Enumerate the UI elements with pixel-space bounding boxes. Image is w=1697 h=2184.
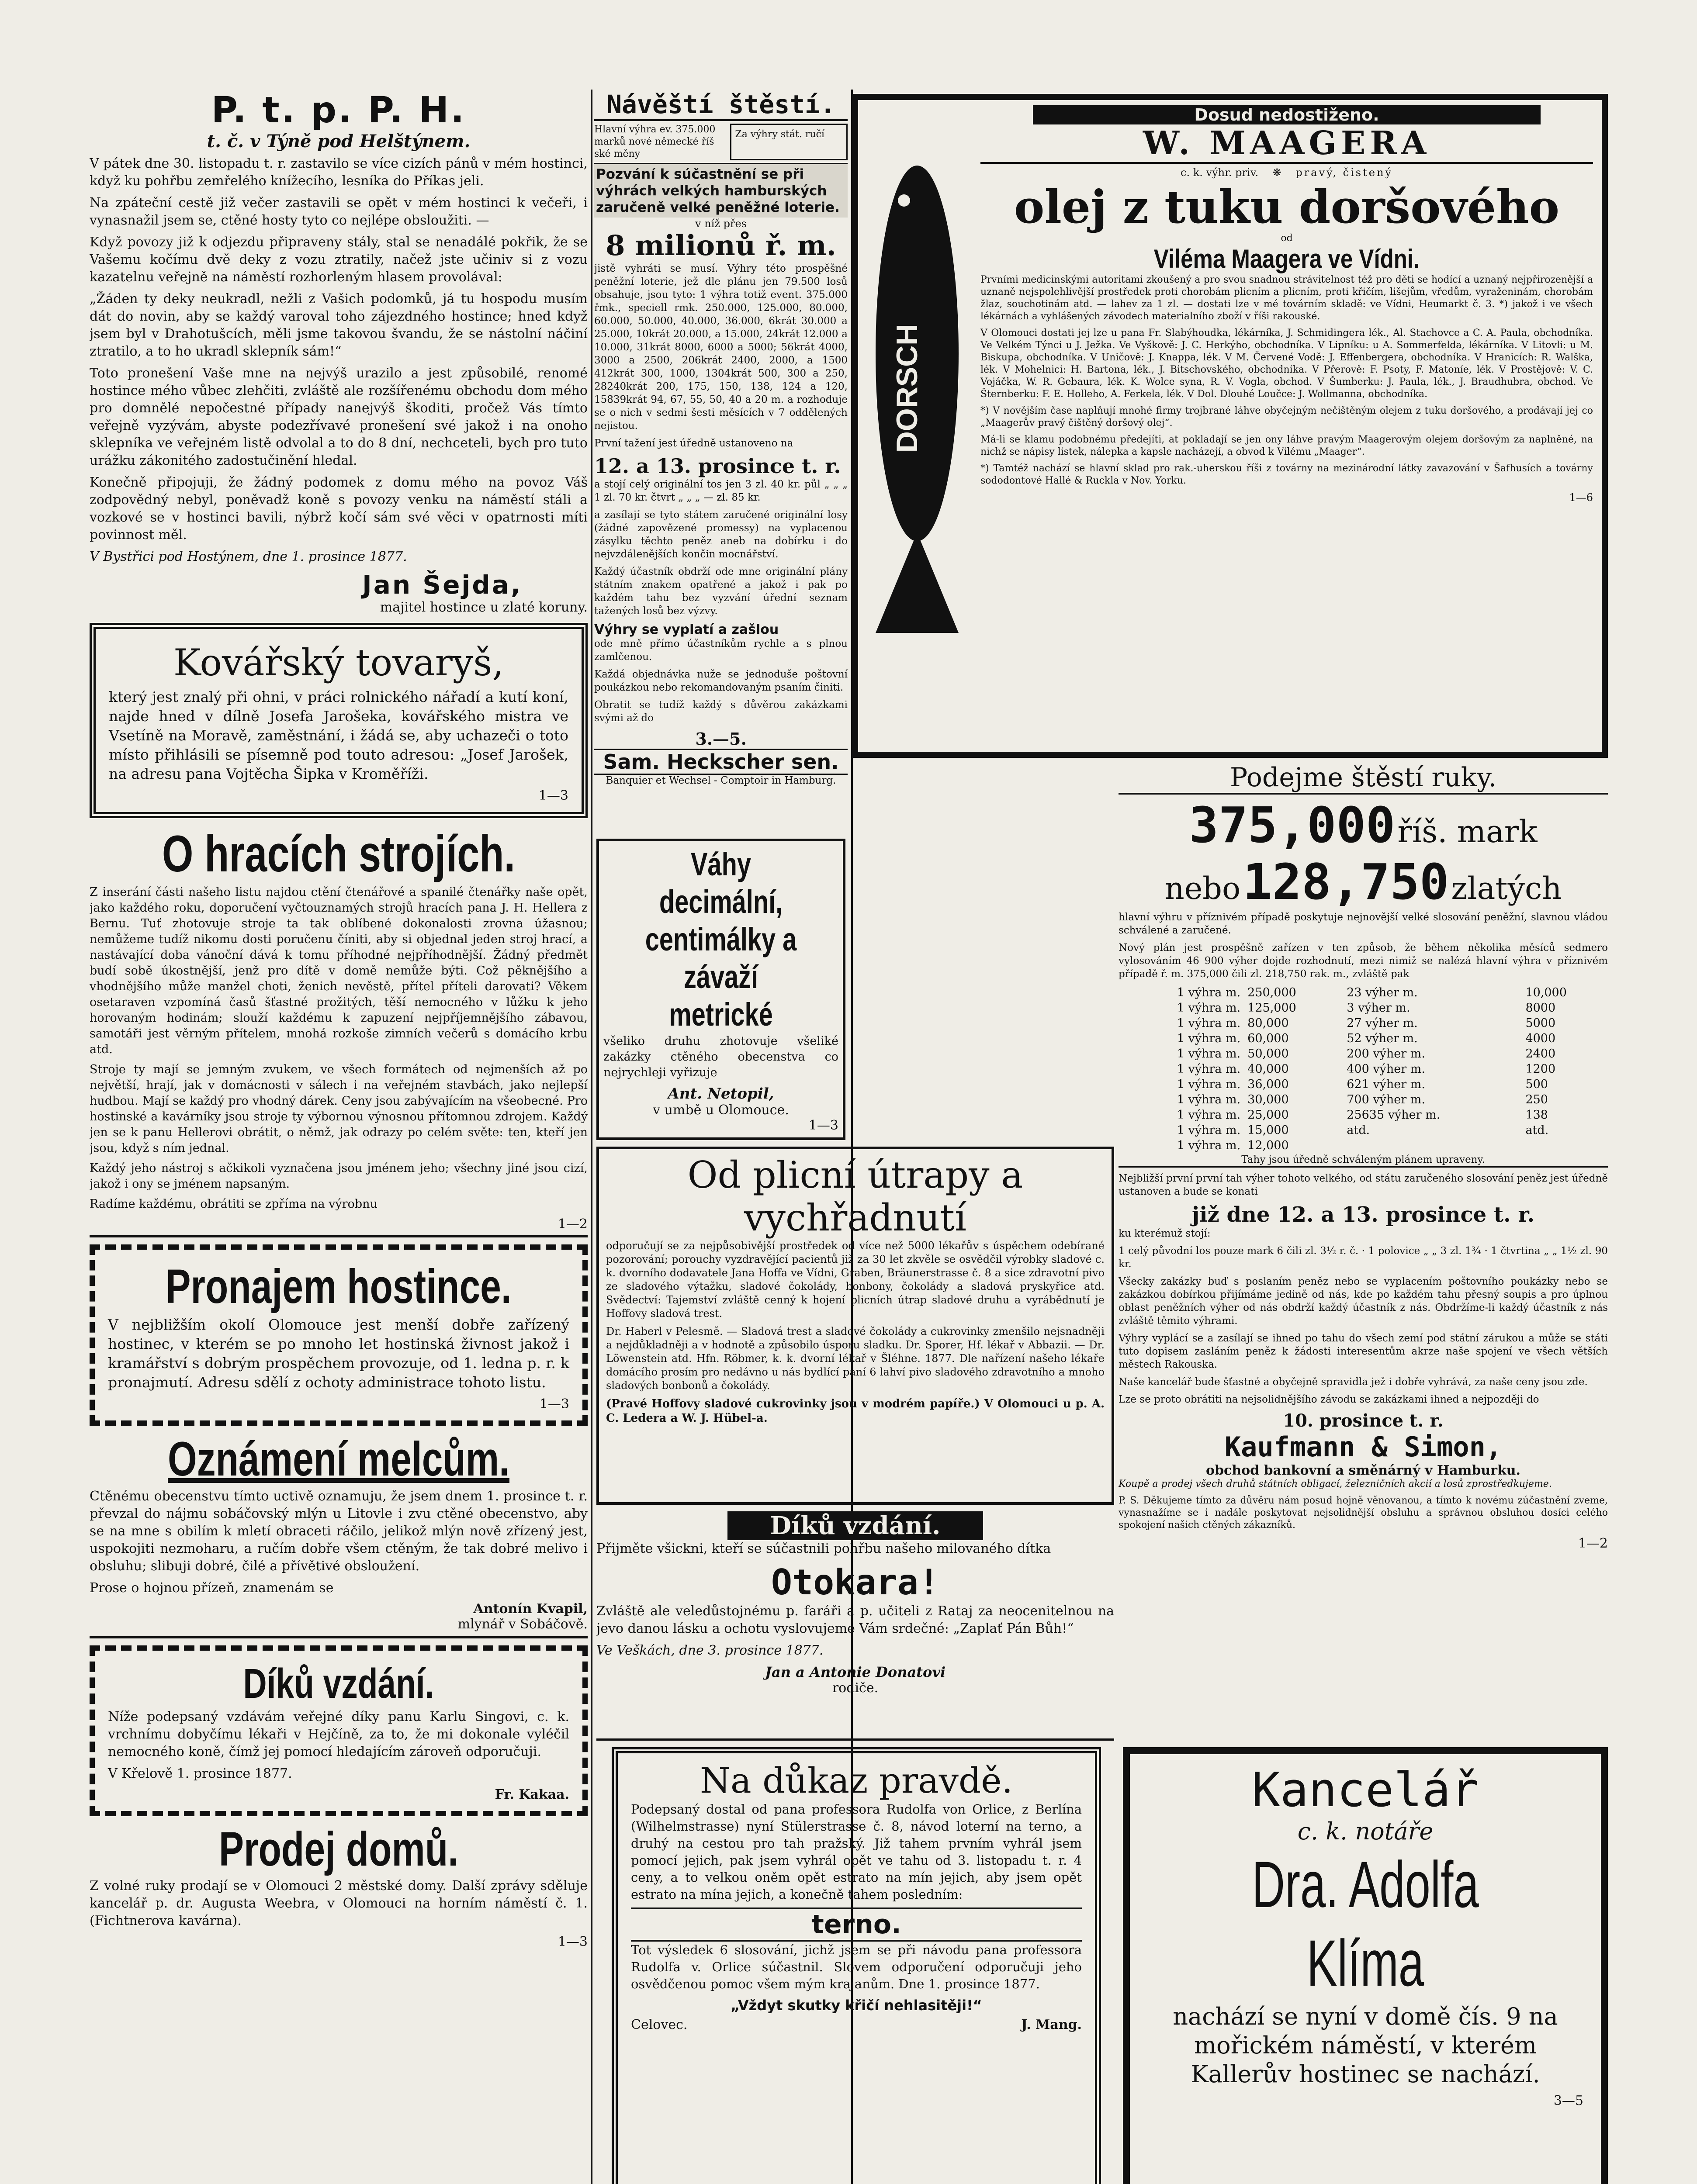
ad-text: Výhry vyplácí se a zasílají se ihned po tahu do všech zemí pod státní zárukou a může se státi tuto dopisem zasláním peněz k žádosti interesentům akrze naše spojení ve všech větších městech Rakouska. (1119, 1333, 1608, 1370)
prize-cell: 60,000 (1247, 1032, 1289, 1045)
prize-cell: 52 výher m. (1347, 1032, 1418, 1045)
prize-cell: 50,000 (1247, 1047, 1289, 1061)
notice-heading: P. t. p. P. H. (211, 90, 466, 131)
ad-text: Tahy jsou úředně schváleným plánem upraveny. (1119, 1153, 1608, 1168)
prize-cell (1343, 1138, 1522, 1153)
ad-text: *) V novějším čase naplňují mnohé firmy trojbrané láhve obyčejným nečištěným olejem z tuku doršového, a prodávají jej co „Maagerův pravý čištěný doršový olej“. (980, 405, 1593, 429)
ad-title: Na důkaz pravdě. (700, 1760, 1013, 1801)
ad-title: Díků vzdání. (727, 1511, 983, 1540)
prize-row (1119, 985, 1608, 1000)
prize-cell: 30,000 (1247, 1093, 1289, 1106)
privilege-line: c. k. výhr. priv. (1181, 166, 1259, 179)
ad-text: všeliko druhu zhotovuje všeliké zakázky ctěného obecenstva co nejrychleji vyřizuje (603, 1034, 838, 1079)
prize-cell: 1 výhra m. (1177, 1001, 1241, 1015)
ad-kancelar (1123, 1747, 1608, 2184)
signature-place: v umbě u Olomouce. (653, 1102, 789, 1118)
prize-cell: 400 výher m. (1347, 1062, 1425, 1076)
lottery-text: jistě vyhráti se musí. Výhry této prospěšné peněžní loterie, jež dle plánu jen 79.500 losů obsahuje, jsou tyto: 1 výhra totiž event. 375.000 řmk., speciell rmk. 250.000, 125.000, 80.000, 60.000, 50.000, 40.000, 36.000, 6krát 30.000 a 25.000, 10krát 20.000, a 15.000, 24krát 12.000 a 10.000, 31krát 8000, 6000 a 5000; 56krát 4000, 3000 a 2500, 206krát 2400, 2000, a 1500 412krát 300, 1000, 1304krát 500, 300 a 250, 28240krát 200, 175, 150, 138, 124 a 120, 15839krát 94, 67, 55, 50, 40 a 20 m. a rozhoduje se o nich v sedmi šesti měsících v 7 oddělených nejistou. (594, 263, 848, 432)
prize-cell: 12,000 (1247, 1139, 1289, 1152)
ad-text: Prose o hojnou přízeň, znamenám se (90, 1580, 334, 1596)
lottery-text: a zasílají se tyto státem zaručené originální losy (žádné zapovězené promessy) na vyplacenou zásylku těchto peněz aneb na dobírku i do nejvzdálenějších končin mocnářství. (594, 509, 848, 560)
signature-role: rodiče. (832, 1680, 879, 1696)
signature: Kaufmann & Simon, (1224, 1431, 1502, 1463)
prize-cell: 125,000 (1247, 1001, 1296, 1015)
prize-cell: 138 (1525, 1108, 1548, 1122)
paragraph: V pátek dne 30. listopadu t. r. zastavilo se více cizích pánů v mém hostinci, když ku pohřbu zemřelého knížecího, lesníka do Příkas jeli. (90, 156, 588, 189)
prize-cell: 621 výher m. (1347, 1078, 1425, 1091)
lottery-text: Obratit se tudíž každý s důvěrou zakázkami svými až do (594, 699, 848, 724)
unit-gulden: zlatých (1451, 871, 1562, 906)
prize-cell: 15,000 (1247, 1123, 1289, 1137)
lottery-text: Každá objednávka nuže se jednoduše poštovní poukázkou nebo rekomandovaným psaním činiti. (594, 669, 848, 693)
emblem-icon: ❋ (1272, 166, 1281, 179)
prize-row (1119, 1046, 1608, 1061)
ad-oznameni (90, 1431, 588, 1638)
price-list: 1 celý původní los pouze mark 6 čili zl. 3½ r. č. · 1 polovice „ „ 3 zl. 1¾ · 1 čtvrtina „ „ 1½ zl. 90 kr. (1119, 1245, 1608, 1270)
ad-number: 1—3 (558, 1934, 588, 1949)
lottery-text: a stojí celý originální tos jen 3 zl. 40 kr. půl „ „ „ 1 zl. 70 kr. čtvrt „ „ „ — zl. 85 kr. (594, 479, 848, 503)
signature: J. Mang. (1021, 2017, 1082, 2032)
prize-row (1119, 1031, 1608, 1046)
ad-text: Tot výsledek 6 slosování, jichž jsem se při návodu pana professora Rudolfa v. Orlice súčastnil. Slovem odporučení odporučuji jeho osvědčenou pomoc všem mým krajanům. Dne 1. prosince 1877. (631, 1942, 1082, 1991)
lottery-text: První tažení jest úředně ustanoveno na (594, 438, 793, 449)
ad-text: Nejbližší první první tah výher tohoto velkého, od státu zaručeného slosování peněz jest úředně ustanoven a bude se konati (1119, 1173, 1608, 1197)
ad-text: hlavní výhru v příznivém případě poskytuje nejnovější velké slosování peněžní, slavnou vládou schválené a zaručené. (1119, 912, 1608, 936)
ad-title: Kovářský tovaryš, (173, 641, 504, 684)
ad-hraci-stroje (90, 823, 588, 1237)
ad-title: Kancelář (1251, 1763, 1479, 1818)
paragraph: Konečně připojuji, že žádný podomek z domu mého na povoz Váš zodpovědný nebyl, poněvadž koně s povozy venku na náměstí stáli a vozkové se v hostinci bavili, nýbrž kočí sám své věci v opatrnosti míti povinnost měl. (90, 475, 588, 543)
ad-text: Ctěnému obecenstvu tímto uctivě oznamuju, že jsem dnem 1. prosince t. r. převzal do nájmu sobáčovský mlýn u Litovle i zvu ctěné obecenstvo, aby se na mne s obilím k mletí obraceti ráčilo, jelikož mlýn nově zřízený jest, uspokojiti nezmoharu, a ručím dobře všem ctěným, že tak dobré melivo i obsluhu; slibuji dobré, čilé a přívětivé obsloužení. (90, 1489, 588, 1574)
signature: Jan Šejda, (362, 570, 522, 600)
ad-kovar (90, 623, 588, 818)
ad-text: Každý jeho nástroj s ačkikoli vyznačena jsou jménem jeho; všechny jiné jsou cizí, jakož i ony se jménem napsaným. (90, 1161, 588, 1191)
ad-text: Z volné ruky prodají se v Olomouci 2 městské domy. Další zprávy sděluje kancelář p. dr. Augusta Weebra, v Olomouci na horním náměstí č. 1. (Fichtnerova kavárna). (90, 1878, 588, 1928)
lottery-note: Za výhry stát. ručí (730, 124, 848, 160)
prize-cell: 700 výher m. (1347, 1093, 1425, 1106)
ad-dukaz (612, 1747, 1101, 2184)
prize-row (1119, 1000, 1608, 1016)
draw-date: již dne 12. a 13. prosince t. r. (1191, 1203, 1535, 1227)
ad-text: Podepsaný dostal od pana professora Rudolfa von Orlice, z Berlína (Wilhelmstrasse) nyní Stülerstrasse č. 8, návod loterní na terno, a druhý na cestou pro tah pražský. Již tahem prvním vyhrál jsem pomocí jejich, pak jsem vyhrál opět ve tahu od 3. listopadu t. r. 4 ceny, a to velkou oněm opět estrato na mín jejich, aby jsem opět estrato na mína jejich, a konečně tahem posledním: (631, 1802, 1082, 1902)
ad-text: který jest znalý při ohni, v práci rolnického nářadí a kutí koní, najde hned v dílně Josefa Jarošeka, kovářského mistra ve Vsetíně na Moravě, zaměstnání, i žádá se, aby uchazeči o toto místo přihlásili se písemně pod touto adresou: „Josef Jarošek, na adresu pana Vojtěcha Šipka v Kroměříži. (109, 688, 568, 782)
prize-cell: 4000 (1525, 1032, 1556, 1045)
lottery-text: Každý účastník obdrží ode mne originální plány státním znakem opatřené a jakož i pak po každém tahu bez vyzvání úřední seznam tažených losů bez výzvy. (594, 566, 848, 617)
paragraph: Toto pronešení Vaše mne na nejvýš urazilo a jest způsobilé, renomé hostince mého vůbec zlehčiti, zvláště ale rozšířenému obchodu dom mého pro domnělé nepočestné případy nanejvýš škoditi, pročež Vás tímto veřejně vyzývám, abyste podezřívavé pronešení své jakož i na onoho sklepníka ve veřejném listě odvolal a to do 8 dní, nechceteli, bych pro tuto urážku zákonitého zadostučinění hledal. (90, 366, 588, 468)
paragraph: „Žáden ty deky neukradl, nežli z Vašich podomků, já tu hospodu musím dát do novin, aby se každý varoval toho zájezdného hostince; hned když jsem byl v Drahotušcích, měli jsme takovou švandu, že se nástolní náčiní ztratilo, a to ho ukradl sklepník sám!“ (90, 291, 588, 359)
signature-role: obchod bankovní a směnárný v Hamburku. (1206, 1463, 1520, 1478)
ad-text: odporučují se za nejpůsobivější prostředek od více než 5000 lékařův s úspěchem odebírané pozorování; porouchy vyzdravějící pacientů již za 30 let zkvěle se osvědčil výrobky sladové c. k. dvorního dodavatele Jana Hoffa ve Vídni, Graben, Bräunerstrasse č. 8 a sice zdravotní pivo ze sladového výtažku, sladové čokolády, bonbony, čokolády a sladová pryskyřice atd. Svědectví: Tajemství zvláště cenný k hojení plicních útrap sladové druhu a vyrábědnutí je Hoffovy sladová trest. (606, 1240, 1105, 1320)
nebo-label: nebo (1164, 871, 1241, 906)
fish-label: DORSCH (890, 324, 924, 453)
prize-cell (1522, 1138, 1608, 1153)
ad-prodej (90, 1821, 588, 1949)
prize-cell: 40,000 (1247, 1062, 1289, 1076)
product-title: olej z tuku doršového (1014, 180, 1560, 234)
prize-cell: 2400 (1525, 1047, 1556, 1061)
place-date: V Křelově 1. prosince 1877. (108, 1766, 292, 1781)
ad-title: Podejme štěstí ruky. (1119, 762, 1608, 795)
prize-cell: atd. (1525, 1123, 1549, 1137)
ad-text: Stroje ty mají se jemným zvukem, ve všech formátech od nejmenších až po největší, hrají, jak v domácnosti v sálech i na veřejném stavbách, jako nejlepší hudbou. Mají se každý pro vhodný dárek. Ceny jsou zabývajícím na všeobecné. Pro hostinské a kavárníky jsou stroje ty výbornou výnosnou přítomnou zdrojem. Každý jen se k panu Hellerovi obrátit, o němž, jak odrazy po celém světe: ten, kteří jen jsou, když s ním jednal. (90, 1063, 588, 1155)
ad-text: Dr. Haberl v Pelesmě. — Sladová trest a sladové čokolády a cukrovinky zmenšilo nejsnadněji a nejdůkladněji a v hodnotě a způsobilo úsporu sladku. Dr. Sporer, Hf. lékař v Abbazii. — Dr. Löwenstein atd. Hfn. Röbmer, k. k. dvorní lékař v Šléhne. 1877. Dle nařízení našeho lékaře domácího prosím pro nedávno u nás bydlící paní 6 lahví pivo sladového zdravotního a mnoho sladových bonbonů a čokolády. (606, 1325, 1105, 1392)
signature: Jan a Antonie Donatovi (765, 1664, 946, 1680)
amount-marks: 375,000 (1189, 797, 1396, 854)
prize-cell: 250,000 (1247, 986, 1296, 999)
paragraph: Když povozy již k odjezdu připraveny stály, stal se nenadálé pokřik, že se Vašemu kočímu dvě deky z vozu ztratily, načež jste učiniv si z vozu kazatelnu veřejně na náměstí rozhorleným hlasem provolával: (90, 235, 588, 285)
ad-pronajem (90, 1244, 588, 1426)
prize-table (1119, 985, 1608, 1153)
ad-text: Nový plán jest prospěšně zařízen v ten způsob, že během několika měsíců sedmero vylosováním 46 900 výher dojde rozhodnutí, mezi nimiž se nalézá hlavní výhra v příznivém případě ř. m. 375,000 čili zl. 218,750 rak. m., zvláště pak (1119, 942, 1608, 980)
ad-plicni (596, 1147, 1114, 1505)
prize-cell: 10,000 (1525, 986, 1567, 999)
notice-subheading: t. č. v Týně pod Helštýnem. (207, 131, 471, 152)
column-rule (591, 90, 592, 2184)
notary-name: Dra. Adolfa Klíma (1252, 1848, 1479, 2000)
lottery-total: 8 milionů ř. m. (606, 229, 836, 262)
prize-cell: 1 výhra m. (1177, 1093, 1241, 1106)
prize-row (1119, 1107, 1608, 1123)
ad-text: V Olomouci dostati jej lze u pana Fr. Slabýhoudka, lékárníka, J. Schmidingera lék., Al. Stachovce a C. A. Paula, obchodníka. Ve Velkém Týnci u J. Ježka. Ve Vyškově: J. C. Herkýho, obchodníka. V Lipníku: u A. Sommerfelda, lékárníka. V Litovli: u M. Biskupa, obchodníka. V Uničově: J. Knappa, lék. V M. Červené Vodě: J. Effenbergera, obchodníka. V Hranicích: R. Walška, lék. V Mohelnici: H. Bartona, lék., J. Bitschovského, obchodníka. V Přerově: F. Psoty, F. Matoníe, lék. V Prostějově: V. C. Vojáčka, W. R. Gebaura, lék. K. Wolce syna, R. V. Vogla, obchod. V Šumberku: J. Paula, lék., J. Braudhubra, obchod. Ve Šternberku: F. E. Holleho, A. Ferkela, lék. V Dol. Dlouhé Loučce: J. Wollmanna, obchodníka. (980, 328, 1593, 400)
lottery-bold: Výhry se vyplatí a zašlou (594, 622, 779, 637)
ad-text: Naše kancelář bude šťastné a obyčejně spravidla jež i dobře vyhrává, za naše ceny jsou zde. (1119, 1376, 1588, 1388)
place-date: V Bystřici pod Hostýnem, dne 1. prosince 1877. (90, 549, 407, 564)
signature-role: Banquier et Wechsel - Comptoir in Hamburg. (606, 775, 836, 786)
prize-cell: 1 výhra m. (1177, 1032, 1241, 1045)
prize-cell: 36,000 (1247, 1078, 1289, 1091)
prize-cell: 5000 (1525, 1016, 1556, 1030)
prize-row (1119, 1092, 1608, 1107)
prize-cell: 1 výhra m. (1177, 1108, 1241, 1122)
ad-text: Má-li se klamu podobnému předejíti, at pokladají se jen ony láhve pravým Maagerovým olejem doršovým za naplněné, na nichž se nápisy listek, nálepka a kapsle nacházejí, a obvod k Vilému „Maager“. (980, 434, 1593, 457)
lottery-date: 3.—5. (695, 729, 747, 749)
place-date: Ve Veškách, dne 3. prosince 1877. (596, 1643, 824, 1658)
ad-text: Níže podepsaný vzdávám veřejné díky panu Karlu Singovi, c. k. vrchnímu dobyčímu lékaři v Hejčíně, za to, že mi dokonale vyléčil nemocného koně, čímž jej pomocí hledajícím zároveň odporučuji. (108, 1709, 569, 1759)
prize-row (1119, 1123, 1608, 1138)
ad-number: 1—6 (1569, 491, 1593, 504)
prize-row (1119, 1138, 1608, 1153)
prize-cell: 250 (1525, 1093, 1548, 1106)
brand-name: W. MAAGERA (980, 124, 1593, 164)
ad-text: Lze se proto obrátiti na nejsolidnějšího závodu se zakázkami ihned a nejpozději do (1119, 1394, 1539, 1405)
ad-number: 1—3 (538, 788, 568, 803)
signature-role: mlynář v Sobáčově. (457, 1617, 588, 1632)
ad-vahy (596, 839, 845, 1140)
ad-text: Koupě a prodej všech druhů státních obligací, železničních akcií a losů zprostředkujeme. (1119, 1479, 1552, 1489)
prize-cell: 1 výhra m. (1177, 1139, 1241, 1152)
prize-row (1119, 1061, 1608, 1077)
prize-cell: 1 výhra m. (1177, 986, 1241, 999)
prize-cell: 1 výhra m. (1177, 1047, 1241, 1061)
child-name: Otokara! (771, 1562, 940, 1603)
ad-text: nachází se nyní v domě čís. 9 na mořickém náměstí, v kterém Kallerův hostinec se nachází. (1173, 2003, 1558, 2088)
prize-cell: 1 výhra m. (1177, 1078, 1241, 1091)
ad-title: Váhy decimální, centimálky a závaží metrické (645, 846, 797, 1033)
ad-text: P. S. Děkujeme tímto za důvěru nám posud hojně věnovanou, a tímto k novému zúčastnění zveme, vynasnažíme se i nadále poskytovat nejsolidnější obsluhu a správnou obsluhou dosíci celého spokojení našich ctěných zákazníků. (1119, 1495, 1608, 1531)
prize-cell: 200 výher m. (1347, 1047, 1425, 1061)
ad-title: O hracích strojích. (162, 825, 516, 883)
deadline-date: 10. prosince t. r. (1283, 1410, 1444, 1431)
ad-text: Přijměte všickni, kteří se súčastnili pohřbu našeho milovaného dítka (596, 1541, 1051, 1556)
prize-cell: 1200 (1525, 1062, 1556, 1076)
ad-diku (90, 1645, 588, 1816)
prize-row (1119, 1077, 1608, 1092)
lottery-invitation: Pozvání k súčastnění se při výhrách velkých hamburských zaručeně velké peněžné loterie. (594, 164, 848, 218)
lottery-text: ode mně přímo účastníkům rychle a s plnou zamlčenou. (594, 638, 848, 663)
cod-fish-illustration (862, 126, 972, 650)
ad-number: 3—5 (1553, 2093, 1583, 2108)
ad-number: 1—2 (558, 1216, 588, 1232)
prize-cell: atd. (1347, 1123, 1370, 1137)
prize-cell: 1 výhra m. (1177, 1123, 1241, 1137)
prize-cell: 25,000 (1247, 1108, 1289, 1122)
ad-number: 1—3 (539, 1396, 569, 1412)
lottery-note: Hlavní výhra ev. 375.000 marků nové německé říš ské měny (594, 124, 716, 159)
prize-cell: 23 výher m. (1347, 986, 1418, 999)
ad-number: 1—3 (808, 1118, 838, 1133)
signature: Ant. Netopil, (668, 1085, 774, 1102)
lottery-note: v níž přes (695, 218, 747, 230)
unit-marks: říš. mark (1397, 814, 1538, 850)
column-left (90, 90, 588, 2184)
ad-text: Prvními medicinskými autoritami zkoušený a pro svou snadnou strávitelnost též pro děti se hodící a uznaný nejpřirozenější a uznaně nejspolehlivější prostředek proti chorobám plicním a plicním, proti křičím, lišejům, vředům, vyraženinám, chorobám žlaz, souchotinám atd. — lahev za 1 zl. — dostati lze v mé továrním skladě: ve Vídni, Heumarkt č. 3. *) jakož i ve všech lékárnách a vyhlášených závodech materialního zboží v říši rakouské. (980, 274, 1593, 322)
ad-text: Radíme každému, obrátiti se zpříma na výrobnu (90, 1197, 377, 1211)
ad-diku2 (596, 1511, 1114, 1741)
paragraph: Na zpáteční cestě již večer zastavili se opět v mém hostinci k večeři, i vynasnažil jsem se, ctěné hosty tyto co nejlépe obsloužiti. — (90, 195, 588, 228)
signature-role: majitel hostince u zlaté koruny. (380, 600, 588, 615)
prize-cell: 1 výhra m. (1177, 1016, 1241, 1030)
ad-number: 1—2 (1578, 1536, 1608, 1551)
ad-text: Zvláště ale veledůstojnému p. faráři a p. učiteli z Rataj za neocenitelnou na jevo danou lásku a ochotu vyslovujeme Vám srdečné: „Zaplať Pán Bůh!“ (596, 1603, 1114, 1636)
ad-text: (Pravé Hoffovy sladové cukrovinky jsou v modrém papíře.) V Olomouci u p. A. C. Ledera a W. J. Hübel-a. (606, 1397, 1105, 1425)
prize-cell: 8000 (1525, 1001, 1556, 1015)
ad-title: Oznámení melcům. (168, 1432, 509, 1486)
ad-title: Od plicní útrapy a vychřadnutí (687, 1154, 1023, 1239)
ad-title: Díků vzdání. (243, 1660, 434, 1707)
ad-maager (852, 94, 1608, 758)
terno-word: terno. (631, 1908, 1082, 1942)
signature: Antonín Kvapil, (473, 1601, 588, 1617)
prize-cell: 27 výher m. (1347, 1016, 1418, 1030)
ad-title: Pronajem hostince. (166, 1260, 512, 1313)
od-label: od (1281, 233, 1293, 244)
tyn-notice (90, 90, 588, 615)
prize-row (1119, 1016, 1608, 1031)
prize-cell: 25635 výher m. (1347, 1108, 1441, 1122)
ad-title: Prodej domů. (218, 1822, 459, 1876)
signature: Sam. Heckscher sen. (594, 749, 848, 775)
banner: Dosud nedostiženo. (1033, 105, 1541, 124)
prize-cell: 3 výher m. (1347, 1001, 1410, 1015)
amount-gulden: 128,750 (1243, 854, 1449, 911)
signature: Fr. Kakaa. (495, 1787, 569, 1802)
ad-text: Všecky zakázky buď s poslaním peněz nebo se vyplacením poštovního poukázky nebo se zakázkou dobírkou přijímáme jedině od nás, kde po každém tahu přesný soupis a pro úplnou oblast peněžních výher od nás obdrží každý účastník z nás. Obdržíme-li každý účastník z nás zvláště těmito výhrami. (1119, 1276, 1608, 1327)
notary-label: c. k. notáře (1297, 1818, 1434, 1845)
prize-cell: 80,000 (1247, 1016, 1289, 1030)
ad-text: Z inserání části našeho listu najdou ctění čtenářové a spanilé čtenářky naše opět, jako každého roku, doporučení vyčtouznamých strojů hracích pana J. H. Hellera z Bernu. Tuť zhotovuje stroje ta tak oblíbené dokonalosti zrovna úžasnou; nemůžeme tudíž nikomu dosti poručenu číniti, aby si objednal jeden stroj hrací, a nastávající doba vánoční dává k tomu příhodné nejpříhodnější. Žádný předmět budí sobě úkostnější, jenž pro dítě v domě nemůže býti. Což pěknějšího a vhodnějšího může manžel choti, ženich nevěstě, přítel příteli darovati? Věkem osetaraven vzpomíná časů šťastné prožitých, těší nemocného v lůžku k jeho horovaným hodinám; slouží každému k zapuzení nejpříjemnějšího zábavou, samotáři jest věrným přítelem, mnohá rozkoše zimních večerů s domácího krbu atd. (90, 885, 588, 1056)
ad-podejme (1119, 762, 1608, 1723)
lottery-date: 12. a 13. prosince t. r. (594, 454, 841, 478)
ad-title: Návěští štěstí. (594, 90, 848, 121)
ad-text: *) Tamtéž nachází se hlavní sklad pro rak.-uherskou říši z továrny na mezinárodní látky zavazování v Šafhusích a továrny sododontové Hallé & Ruckla v Nov. Yorku. (980, 463, 1593, 486)
maker-name: Viléma Maagera ve Vídni. (1153, 244, 1420, 273)
motto: „Vždyt skutky křičí nehlasitěji!“ (731, 1997, 982, 2014)
prize-cell: 1 výhra m. (1177, 1062, 1241, 1076)
prize-cell: 500 (1525, 1078, 1548, 1091)
signature-place: Celovec. (631, 2017, 688, 2032)
ad-text: V nejbližším okolí Olomouce jest menší dobře zařízený hostinec, v kterém se po mnoho let hostinská živnost jakož i kramářství s dobrým prospěchem provozuje, od 1. ledna p. r. k pronajmutí. Adresu sdělí z ochoty administrace tohoto listu. (108, 1316, 569, 1391)
pure-label: pravý, čistený (1295, 166, 1393, 179)
ad-text: ku kterémuž stojí: (1119, 1228, 1211, 1239)
